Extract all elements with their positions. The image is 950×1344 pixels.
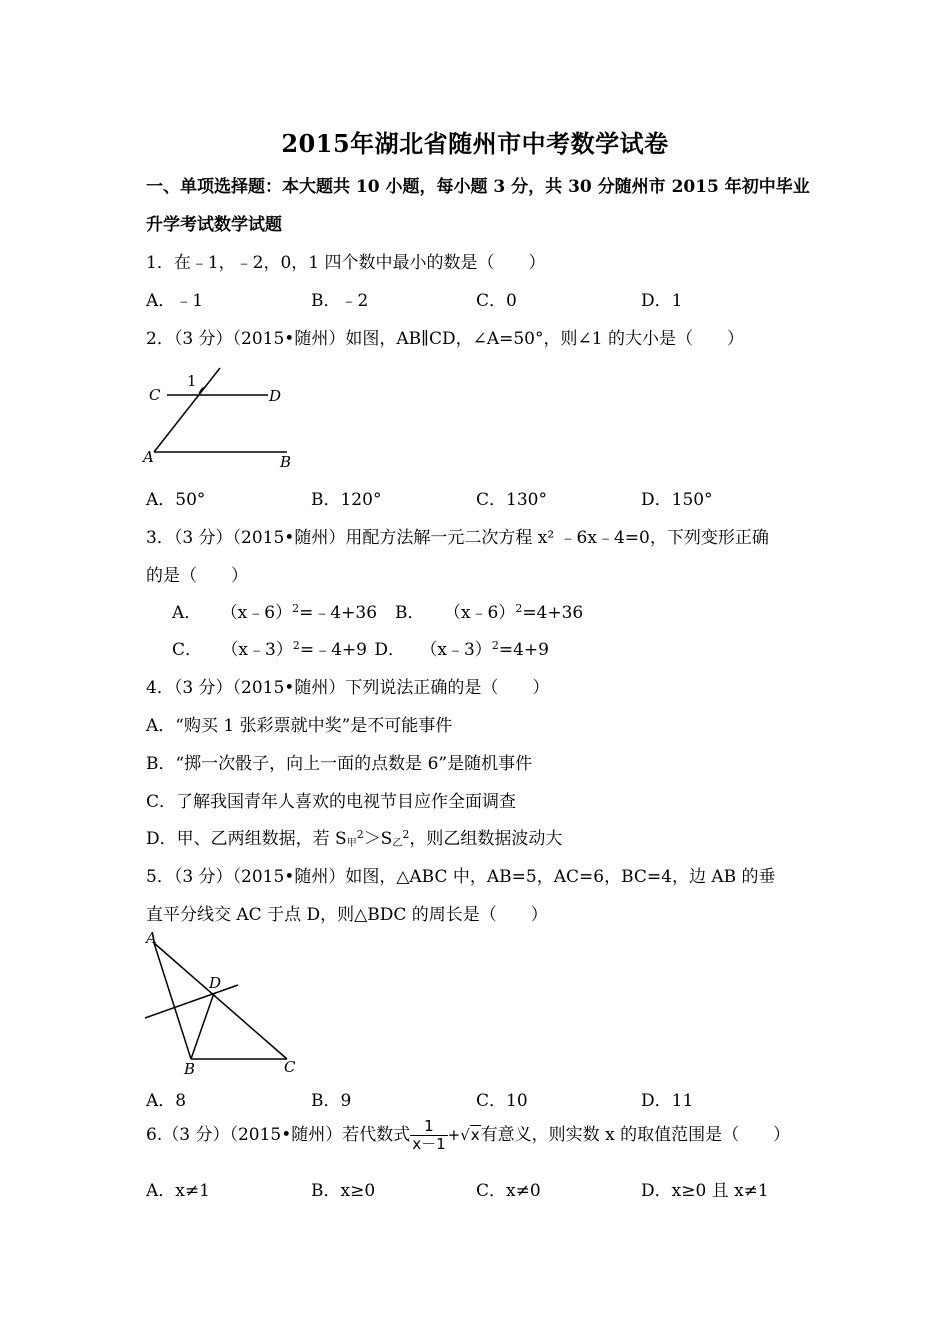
label-d: D [209, 974, 222, 992]
q3-option-c-label: C． [172, 640, 203, 660]
side-ac [154, 943, 287, 1059]
q2-stem: 2．（3 分）（2015•随州）如图，AB∥CD，∠A=50°，则∠1 的大小是（ ） [146, 329, 744, 349]
q2-option-b: B．120° [311, 490, 382, 510]
q6-option-b: B．x≥0 [311, 1181, 376, 1201]
q3-option-d-label: D． [374, 640, 405, 660]
label-c: C [149, 386, 161, 404]
q3-option-d-exp: 2 [491, 639, 499, 652]
q3-option-b-label: B． [395, 603, 425, 623]
exam-title: 2015年湖北省随州市中考数学试卷 [281, 129, 669, 158]
q6-sqrt [460, 1125, 480, 1144]
q1-option-c: C．0 [476, 291, 517, 311]
q1-option-a: A．﹣1 [146, 291, 204, 311]
q3-option-d-expr: （x﹣3） [420, 640, 492, 660]
q3-option-a-rhs: =﹣4+36 [299, 603, 378, 623]
q5-option-c: C．10 [476, 1091, 528, 1111]
label-b: B [184, 1060, 196, 1078]
q3-option-b-rhs: =4+36 [522, 603, 584, 623]
q5-triangle-figure [140, 928, 305, 1078]
q5-option-a: A．8 [146, 1091, 187, 1111]
q2-option-d: D．150° [641, 490, 713, 510]
q4-option-d-sub1: 甲 [346, 838, 357, 849]
side-ab [154, 943, 191, 1059]
q3-option-c-expr: （x﹣3） [221, 640, 293, 660]
label-c: C [284, 1058, 296, 1076]
q6-sqrt-sign: √ [460, 1126, 470, 1144]
q6-fraction-denominator: x－1 [412, 1135, 446, 1153]
q6-option-c: C．x≠0 [476, 1181, 541, 1201]
q5-option-b: B．9 [311, 1091, 352, 1111]
q4-option-c: C．了解我国青年人喜欢的电视节目应作全面调查 [146, 792, 517, 812]
q6-stem-post: 有意义，则实数 x 的取值范围是（ ） [480, 1125, 791, 1145]
q1-option-b: B．﹣2 [311, 291, 369, 311]
q4-option-d-sup1: 2 [356, 828, 364, 841]
q3-stem-line1: 3．（3 分）（2015•随州）用配方法解一元二次方程 x² ﹣6x﹣4=0，下列变形正确 [146, 528, 769, 548]
q3-option-b-expr: （x﹣6） [443, 603, 516, 623]
q6-fraction-numerator: 1 [410, 1118, 447, 1136]
label-a: A [143, 448, 154, 466]
q6-option-a: A．x≠1 [146, 1181, 210, 1201]
q3-option-c [172, 635, 549, 660]
q3-option-d-rhs: =4+9 [498, 640, 549, 660]
q6-option-d: D．x≥0 且 x≠1 [641, 1181, 769, 1201]
q3-option-a-expr: （x﹣6） [220, 603, 293, 623]
section-heading: 一、单项选择题：本大题共 10 小题，每小题 3 分，共 30 分随州市 2015 年初中毕业升学考试数学试题 [146, 177, 810, 235]
q4-option-b: B．“掷一次骰子，向上一面的点数是 6”是随机事件 [146, 754, 533, 774]
q2-parallel-lines-figure [140, 366, 300, 471]
q6-plus: + [447, 1126, 461, 1144]
label-d: D [269, 387, 282, 405]
q4-option-a: A．“购买 1 张彩票就中奖”是不可能事件 [146, 716, 453, 736]
q5-stem-line2: 直平分线交 AC 于点 D，则△BDC 的周长是（ ） [146, 905, 548, 925]
q5-option-d: D．11 [641, 1091, 694, 1111]
q1-stem: 1．在﹣1，﹣2，0，1 四个数中最小的数是（ ） [146, 253, 546, 273]
q3-option-b-exp: 2 [515, 602, 523, 615]
q3-stem-line2: 的是（ ） [146, 566, 248, 586]
q4-option-d-pre: D．甲、乙两组数据，若 S [146, 829, 347, 849]
q3-option-a-exp: 2 [292, 602, 300, 615]
q2-option-c: C．130° [476, 490, 547, 510]
segment-bd [191, 993, 214, 1059]
label-angle-1: 1 [187, 372, 197, 390]
q4-option-d [146, 824, 562, 849]
label-b: B [280, 453, 292, 471]
q4-option-d-sub2: 乙 [392, 838, 403, 849]
q1-option-d: D．1 [641, 291, 683, 311]
q3-option-a-label: A． [172, 603, 202, 623]
q6-fraction [410, 1118, 447, 1153]
q2-option-a: A．50° [146, 490, 206, 510]
q6-stem-pre: 6.（3 分）（2015•随州）若代数式 [146, 1125, 411, 1145]
q4-stem: 4．（3 分）（2015•随州）下列说法正确的是（ ） [146, 678, 550, 698]
q4-option-d-mid: ＞S [363, 829, 393, 849]
q3-option-b [395, 598, 583, 623]
q3-option-c-rhs: =﹣4+9 [299, 640, 367, 660]
q4-option-d-post: ，则乙组数据波动大 [409, 829, 563, 849]
q3-option-a [172, 598, 377, 623]
perpendicular-bisector [145, 985, 238, 1018]
q5-stem-line1: 5．（3 分）（2015•随州）如图，△ABC 中，AB=5，AC=6，BC=4，边 AB 的垂 [146, 867, 776, 887]
label-a: A [146, 929, 157, 947]
q3-option-c-exp: 2 [292, 639, 300, 652]
q6-sqrt-arg: x [470, 1126, 480, 1144]
q6-stem [146, 1116, 790, 1154]
q4-option-d-sup2: 2 [402, 828, 410, 841]
